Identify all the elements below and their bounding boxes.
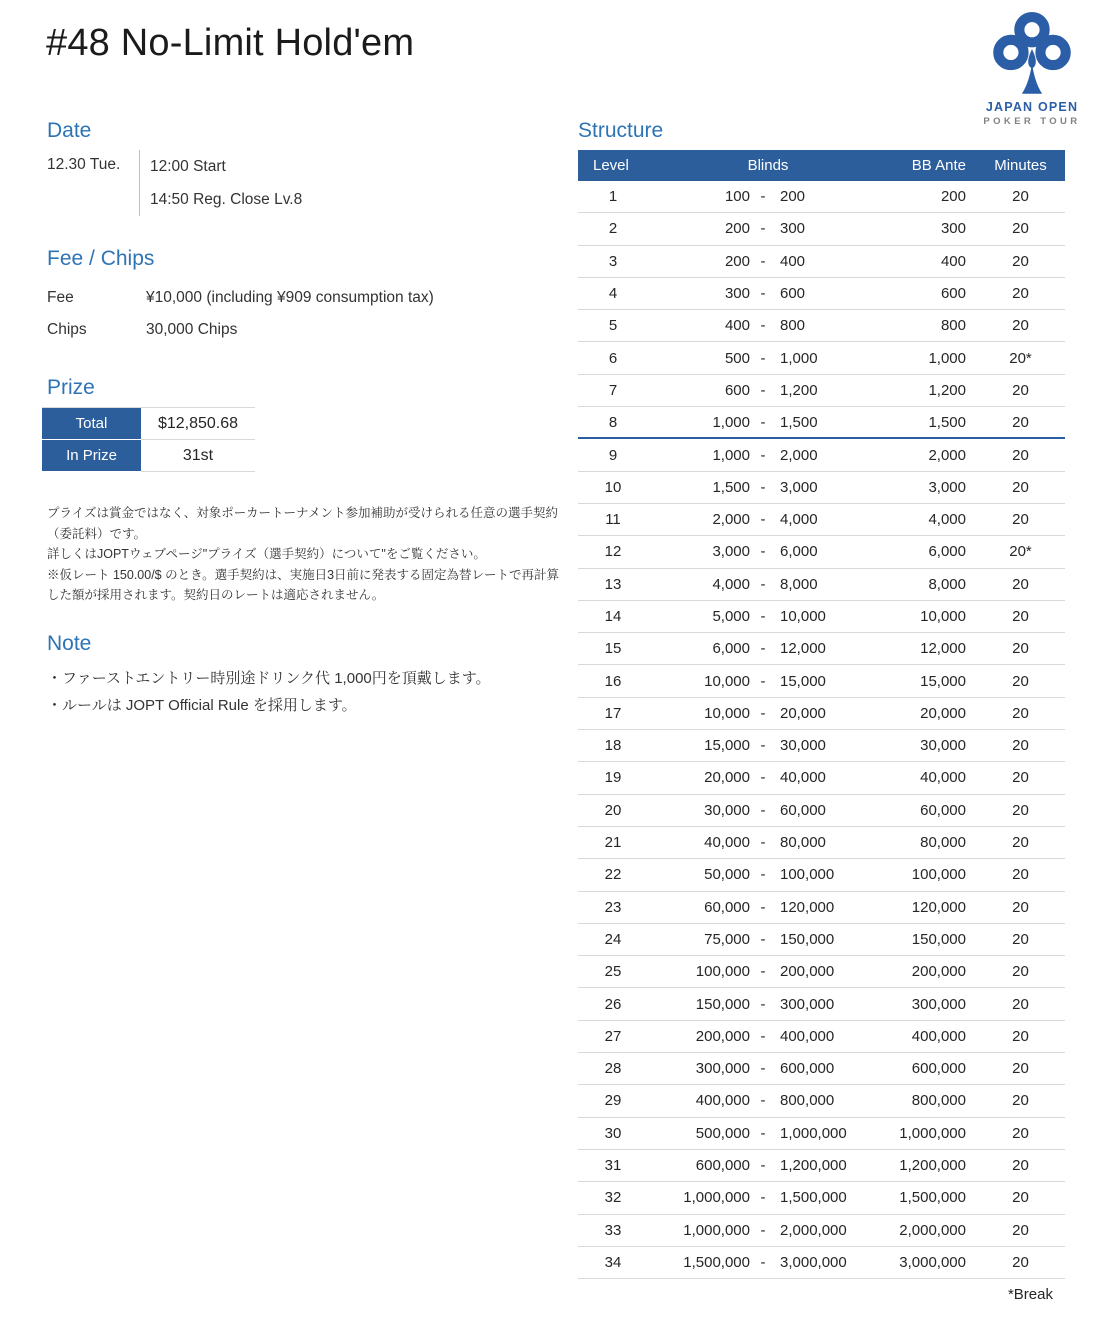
structure-row (578, 1150, 1065, 1182)
note-item-1: ・ファーストエントリー時別途ドリンク代 1,000円を頂戴します。 (47, 670, 491, 687)
blinds-dash: - (760, 801, 766, 819)
minutes-cell: 20 (1012, 413, 1029, 431)
fee-label: Fee (47, 289, 74, 306)
level-cell: 13 (604, 575, 622, 593)
big-blind-cell: 6,000 (780, 543, 818, 561)
level-cell: 11 (605, 511, 621, 529)
minutes-cell: 20 (1012, 511, 1029, 529)
big-blind-cell: 3,000,000 (780, 1253, 847, 1271)
big-blind-cell: 1,500 (780, 413, 818, 431)
bb-ante-cell: 800,000 (911, 1092, 966, 1110)
blinds-dash: - (760, 543, 766, 561)
structure-table-body (578, 181, 1065, 1279)
minutes-cell: 20 (1012, 446, 1029, 464)
small-blind-cell: 1,500,000 (683, 1253, 750, 1271)
level-cell: 5 (608, 317, 618, 335)
structure-row (578, 407, 1065, 439)
small-blind-cell: 500,000 (695, 1124, 750, 1142)
bb-ante-cell: 1,500,000 (899, 1189, 966, 1207)
level-cell: 14 (604, 608, 622, 625)
blinds-dash: - (760, 1221, 766, 1239)
structure-row (578, 924, 1065, 956)
minutes-cell: 20 (1012, 898, 1029, 916)
structure-row (578, 1085, 1065, 1117)
structure-row (578, 665, 1065, 697)
level-cell: 1 (608, 188, 618, 206)
blinds-dash: - (760, 478, 766, 496)
blinds-dash: - (760, 930, 766, 948)
structure-row (578, 601, 1065, 633)
structure-row (578, 472, 1065, 504)
blinds-dash: - (760, 381, 766, 399)
blinds-dash: - (760, 575, 766, 593)
minutes-cell: 20 (1012, 1189, 1029, 1207)
bb-ante-cell: 30,000 (920, 737, 966, 755)
structure-row (578, 795, 1065, 827)
big-blind-cell: 600 (780, 285, 806, 303)
level-cell: 12 (604, 543, 622, 561)
level-cell: 18 (604, 737, 622, 755)
bb-ante-cell: 8,000 (928, 575, 966, 593)
date-day: 12.30 Tue. (47, 156, 121, 173)
big-blind-cell: 800 (780, 317, 806, 335)
fee-row (47, 282, 434, 314)
minutes-cell: 20 (1012, 1124, 1029, 1142)
structure-row (578, 278, 1065, 310)
level-cell: 2 (608, 220, 618, 238)
small-blind-cell: 600 (724, 381, 750, 399)
small-blind-cell: 100 (724, 188, 750, 206)
blinds-dash: - (760, 285, 766, 303)
structure-row (578, 375, 1065, 407)
small-blind-cell: 300,000 (695, 1060, 750, 1078)
bb-ante-cell: 200 (940, 188, 966, 206)
level-cell: 7 (608, 381, 618, 399)
bb-ante-cell: 10,000 (920, 608, 966, 625)
bb-ante-cell: 1,200 (928, 381, 966, 399)
fee-chips-section (47, 246, 434, 346)
structure-row (578, 698, 1065, 730)
date-section (47, 118, 302, 216)
bb-ante-cell: 200,000 (911, 963, 966, 981)
level-cell: 31 (604, 1157, 622, 1175)
level-cell: 32 (604, 1189, 622, 1207)
structure-row (578, 762, 1065, 794)
structure-row (578, 1247, 1065, 1279)
level-cell: 19 (604, 769, 622, 787)
big-blind-cell: 3,000 (780, 478, 818, 496)
small-blind-cell: 500 (724, 349, 750, 367)
small-blind-cell: 600,000 (695, 1157, 750, 1175)
level-cell: 33 (604, 1221, 622, 1239)
blinds-dash: - (760, 737, 766, 755)
reg-close-time: 14:50 Reg. Close Lv.8 (150, 191, 303, 208)
big-blind-cell: 2,000 (780, 446, 818, 464)
minutes-cell: 20 (1012, 608, 1029, 625)
blinds-dash: - (760, 898, 766, 916)
structure-row (578, 504, 1065, 536)
bb-ante-cell: 80,000 (920, 834, 966, 852)
bb-ante-cell: 1,200,000 (899, 1157, 966, 1175)
minutes-cell: 20 (1012, 285, 1029, 303)
bb-ante-cell: 1,000,000 (899, 1124, 966, 1142)
level-cell: 17 (604, 704, 622, 722)
prize-inprize-label: In Prize (42, 440, 141, 472)
structure-row (578, 536, 1065, 568)
bb-ante-cell: 15,000 (920, 672, 966, 690)
page-title: #48 No-Limit Hold'em (46, 22, 415, 64)
minutes-cell: 20 (1012, 640, 1029, 658)
minutes-cell: 20 (1012, 995, 1029, 1013)
structure-row (578, 1182, 1065, 1214)
prize-total-row (42, 408, 255, 440)
big-blind-cell: 200,000 (780, 963, 835, 981)
big-blind-cell: 4,000 (780, 511, 818, 529)
blinds-dash: - (760, 866, 766, 884)
structure-row (578, 213, 1065, 245)
small-blind-cell: 10,000 (704, 704, 750, 722)
structure-row (578, 246, 1065, 278)
level-cell: 27 (604, 1027, 622, 1045)
prize-total-label: Total (42, 408, 141, 440)
small-blind-cell: 30,000 (704, 801, 750, 819)
level-cell: 10 (604, 478, 622, 496)
big-blind-cell: 1,200 (780, 381, 818, 399)
big-blind-cell: 1,000 (780, 349, 818, 367)
small-blind-cell: 1,000 (712, 413, 750, 431)
big-blind-cell: 400,000 (780, 1027, 835, 1045)
big-blind-cell: 80,000 (780, 834, 826, 852)
prize-note-2: 詳しくはJOPTウェブページ"プライズ（選手契約）について"をご覧ください。 (47, 547, 486, 561)
big-blind-cell: 30,000 (780, 737, 826, 755)
small-blind-cell: 200 (724, 220, 750, 238)
bb-ante-cell: 20,000 (920, 704, 966, 722)
blinds-dash: - (760, 769, 766, 787)
blinds-dash: - (760, 1189, 766, 1207)
big-blind-cell: 15,000 (780, 672, 826, 690)
chips-value: 30,000 Chips (146, 321, 238, 338)
blinds-dash: - (760, 672, 766, 690)
small-blind-cell: 40,000 (704, 834, 750, 852)
level-cell: 9 (608, 446, 618, 464)
big-blind-cell: 20,000 (780, 704, 826, 722)
fee-chips-heading: Fee / Chips (47, 247, 155, 270)
bb-ante-cell: 3,000,000 (899, 1253, 966, 1271)
structure-row (578, 730, 1065, 762)
small-blind-cell: 100,000 (695, 963, 750, 981)
structure-row (578, 569, 1065, 601)
level-cell: 3 (608, 252, 618, 270)
logo-text-japan-open: JAPAN OPEN (985, 100, 1079, 114)
structure-row (578, 633, 1065, 665)
blinds-dash: - (760, 1092, 766, 1110)
small-blind-cell: 5,000 (712, 608, 750, 625)
prize-fine-print (47, 503, 561, 606)
note-section (47, 631, 491, 719)
minutes-cell: 20 (1012, 1060, 1029, 1078)
blinds-dash: - (760, 1253, 766, 1271)
small-blind-cell: 20,000 (704, 769, 750, 787)
date-times (139, 150, 302, 216)
small-blind-cell: 300 (724, 285, 750, 303)
level-cell: 34 (604, 1253, 622, 1271)
structure-row (578, 310, 1065, 342)
structure-row (578, 892, 1065, 924)
big-blind-cell: 300,000 (780, 995, 835, 1013)
structure-row (578, 956, 1065, 988)
big-blind-cell: 1,200,000 (780, 1157, 847, 1175)
level-cell: 4 (608, 285, 618, 303)
structure-row (578, 827, 1065, 859)
small-blind-cell: 200 (724, 252, 750, 270)
bb-ante-cell: 60,000 (920, 801, 966, 819)
big-blind-cell: 1,500,000 (780, 1189, 847, 1207)
date-heading: Date (47, 119, 92, 142)
level-cell: 28 (604, 1060, 622, 1078)
big-blind-cell: 60,000 (780, 801, 826, 819)
prize-total-value: $12,850.68 (141, 408, 255, 440)
col-header-level: Level (593, 157, 629, 174)
prize-note-1: プライズは賞金ではなく、対象ポーカートーナメント参加補助が受けられる任意の選手契約（委託料）です。 (47, 506, 559, 541)
big-blind-cell: 2,000,000 (780, 1221, 847, 1239)
bb-ante-cell: 40,000 (920, 769, 966, 787)
bb-ante-cell: 600 (940, 285, 966, 303)
big-blind-cell: 200 (780, 188, 806, 206)
structure-row (578, 1215, 1065, 1247)
bb-ante-cell: 150,000 (911, 930, 966, 948)
big-blind-cell: 8,000 (780, 575, 818, 593)
prize-table (42, 407, 255, 472)
blinds-dash: - (760, 349, 766, 367)
blinds-dash: - (760, 704, 766, 722)
note-item-2: ・ルールは JOPT Official Rule を採用します。 (47, 697, 357, 714)
big-blind-cell: 1,000,000 (780, 1124, 847, 1142)
bb-ante-cell: 100,000 (911, 866, 966, 884)
blinds-dash: - (760, 1060, 766, 1078)
big-blind-cell: 400 (780, 252, 806, 270)
minutes-cell: 20 (1012, 220, 1029, 238)
blinds-dash: - (760, 1124, 766, 1142)
prize-inprize-value: 31st (141, 440, 255, 472)
bb-ante-cell: 400,000 (911, 1027, 966, 1045)
bb-ante-cell: 6,000 (928, 543, 966, 561)
structure-row (578, 859, 1065, 891)
bb-ante-cell: 1,500 (928, 413, 966, 431)
small-blind-cell: 1,000,000 (683, 1221, 750, 1239)
minutes-cell: 20 (1012, 737, 1029, 755)
small-blind-cell: 400,000 (695, 1092, 750, 1110)
minutes-cell: 20 (1012, 1092, 1029, 1110)
big-blind-cell: 12,000 (780, 640, 826, 658)
minutes-cell: 20 (1012, 963, 1029, 981)
level-cell: 22 (604, 866, 622, 884)
structure-row (578, 181, 1065, 213)
col-header-bb-ante: BB Ante (911, 157, 966, 174)
big-blind-cell: 600,000 (780, 1060, 835, 1078)
level-cell: 20 (604, 801, 622, 819)
minutes-cell: 20 (1012, 866, 1029, 884)
small-blind-cell: 15,000 (704, 737, 750, 755)
minutes-cell: 20 (1012, 478, 1029, 496)
level-cell: 29 (604, 1092, 622, 1110)
blinds-dash: - (760, 317, 766, 335)
blinds-dash: - (760, 252, 766, 270)
minutes-cell: 20 (1012, 575, 1029, 593)
blinds-dash: - (760, 995, 766, 1013)
minutes-cell: 20 (1012, 801, 1029, 819)
small-blind-cell: 1,500 (712, 478, 750, 496)
big-blind-cell: 40,000 (780, 769, 826, 787)
minutes-cell: 20 (1012, 834, 1029, 852)
structure-heading: Structure (578, 119, 664, 142)
level-cell: 8 (608, 413, 618, 431)
minutes-cell: 20 (1012, 672, 1029, 690)
bb-ante-cell: 2,000 (928, 446, 966, 464)
bb-ante-cell: 300 (940, 220, 966, 238)
minutes-cell: 20 (1012, 704, 1029, 722)
level-cell: 16 (604, 672, 622, 690)
level-cell: 21 (604, 834, 622, 852)
level-cell: 26 (604, 995, 622, 1013)
minutes-cell: 20 (1012, 769, 1029, 787)
blinds-dash: - (760, 608, 766, 625)
small-blind-cell: 1,000,000 (683, 1189, 750, 1207)
big-blind-cell: 800,000 (780, 1092, 835, 1110)
break-footnote: *Break (1007, 1286, 1053, 1304)
minutes-cell: 20 (1012, 1027, 1029, 1045)
bb-ante-cell: 1,000 (928, 349, 966, 367)
col-header-minutes: Minutes (994, 157, 1047, 174)
blinds-dash: - (760, 446, 766, 464)
blinds-dash: - (760, 1157, 766, 1175)
bb-ante-cell: 12,000 (920, 640, 966, 658)
minutes-cell: 20 (1012, 317, 1029, 335)
bb-ante-cell: 800 (940, 317, 966, 335)
minutes-cell: 20 (1012, 1221, 1029, 1239)
minutes-cell: 20 (1012, 252, 1029, 270)
structure-row (578, 1021, 1065, 1053)
level-cell: 25 (604, 963, 622, 981)
bb-ante-cell: 300,000 (911, 995, 966, 1013)
level-cell: 30 (604, 1124, 622, 1142)
blinds-dash: - (760, 188, 766, 206)
small-blind-cell: 50,000 (704, 866, 750, 884)
chips-row (47, 314, 434, 346)
big-blind-cell: 100,000 (780, 866, 835, 884)
big-blind-cell: 150,000 (780, 930, 835, 948)
chips-label: Chips (47, 321, 87, 338)
note-heading: Note (47, 632, 92, 655)
jopt-logo (982, 12, 1082, 127)
bb-ante-cell: 4,000 (928, 511, 966, 529)
small-blind-cell: 400 (724, 317, 750, 335)
prize-heading: Prize (47, 376, 95, 399)
minutes-cell: 20 (1012, 930, 1029, 948)
prize-note-3: ※仮レート 150.00/$ のとき。選手契約は、実施日3日前に発表する固定為替レートで再計算した額が採用されます。契約日のレートは適応されません。 (47, 567, 560, 602)
minutes-cell: 20 (1012, 1253, 1029, 1271)
level-cell: 6 (608, 349, 618, 367)
blinds-dash: - (760, 963, 766, 981)
blinds-dash: - (760, 413, 766, 431)
blinds-dash: - (760, 1027, 766, 1045)
level-cell: 24 (604, 930, 622, 948)
blinds-dash: - (760, 834, 766, 852)
structure-row (578, 342, 1065, 374)
minutes-cell: 20* (1009, 349, 1032, 367)
small-blind-cell: 10,000 (704, 672, 750, 690)
minutes-cell: 20 (1012, 1157, 1029, 1175)
bb-ante-cell: 3,000 (928, 478, 966, 496)
bb-ante-cell: 400 (940, 252, 966, 270)
structure-row (578, 439, 1065, 471)
blinds-dash: - (760, 220, 766, 238)
bb-ante-cell: 2,000,000 (899, 1221, 966, 1239)
big-blind-cell: 120,000 (780, 898, 835, 916)
blinds-dash: - (760, 640, 766, 658)
small-blind-cell: 3,000 (712, 543, 750, 561)
blinds-dash: - (760, 511, 766, 529)
structure-row (578, 988, 1065, 1020)
structure-table-header (578, 150, 1065, 181)
big-blind-cell: 300 (780, 220, 806, 238)
fee-value: ¥10,000 (including ¥909 consumption tax) (146, 289, 434, 306)
small-blind-cell: 200,000 (695, 1027, 750, 1045)
small-blind-cell: 4,000 (712, 575, 750, 593)
small-blind-cell: 6,000 (712, 640, 750, 658)
small-blind-cell: 75,000 (704, 930, 750, 948)
small-blind-cell: 60,000 (704, 898, 750, 916)
minutes-cell: 20 (1012, 188, 1029, 206)
logo-text-poker-tour: POKER TOUR (983, 116, 1081, 127)
club-logo-icon (982, 12, 1082, 98)
bb-ante-cell: 600,000 (911, 1060, 966, 1078)
minutes-cell: 20* (1009, 543, 1032, 561)
structure-row (578, 1118, 1065, 1150)
prize-inprize-row (42, 440, 255, 472)
structure-section (578, 118, 1065, 1303)
structure-row (578, 1053, 1065, 1085)
level-cell: 23 (604, 898, 622, 916)
minutes-cell: 20 (1012, 381, 1029, 399)
small-blind-cell: 2,000 (712, 511, 750, 529)
small-blind-cell: 150,000 (695, 995, 750, 1013)
col-header-blinds: Blinds (747, 157, 789, 174)
small-blind-cell: 1,000 (712, 446, 750, 464)
bb-ante-cell: 120,000 (911, 898, 966, 916)
big-blind-cell: 10,000 (780, 608, 826, 625)
level-cell: 15 (604, 640, 622, 658)
start-time: 12:00 Start (150, 158, 226, 175)
